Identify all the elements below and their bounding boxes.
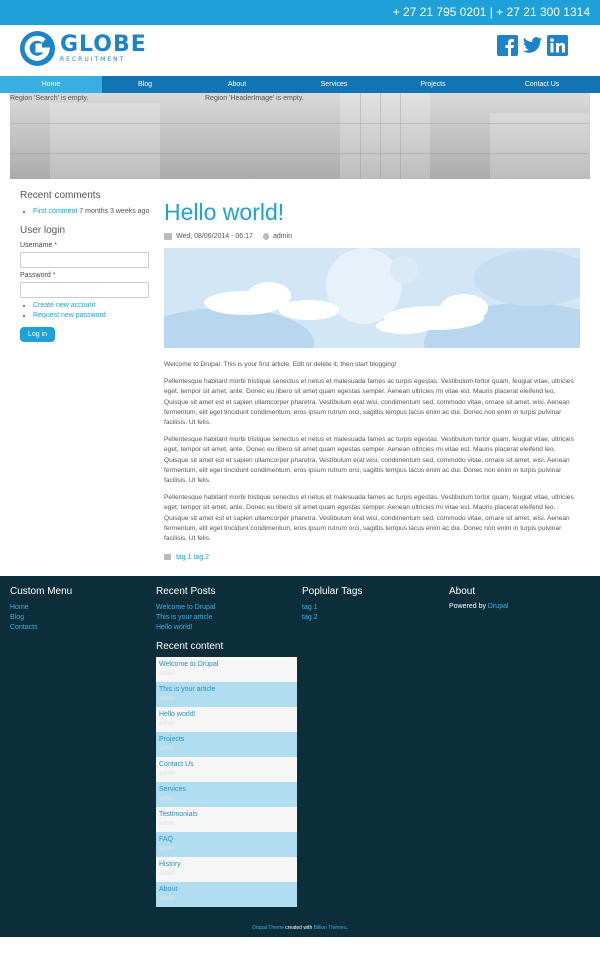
tag-link[interactable]: tag 1	[175, 554, 192, 562]
comment-link[interactable]: First comment	[33, 208, 78, 215]
list-item[interactable]: Welcome to Drupal admin	[156, 657, 297, 682]
list-item[interactable]: About admin	[156, 882, 297, 907]
recent-post-link[interactable]: Hello world!	[156, 624, 193, 631]
powered-by-text: Powered by	[449, 603, 486, 610]
credit-period: .	[346, 925, 348, 931]
user-icon	[263, 233, 269, 240]
login-links	[33, 301, 150, 321]
post-date: Wed, 08/06/2014 - 06:17	[176, 233, 253, 240]
post-paragraph-2: Pellentesque habitant morbi tristique senectus et netus et malesuada fames ac turpis egestas. Vestibulum tortor quam, feugiat vitae, ultricies eget, tempor sit amet, ante. Donec eu libero sit amet quam egestas semper. Aenean ultricies mi vitae est. Mauris placerat eleifend leo. Quisque sit amet est et sapien ullamcorper pharetra. Vestibulum erat wisi, condimentum sed, commodo vitae, ornare sit amet, wisi. Aenean fermentum, elit eget tincidunt condimentum, eros ipsum rutrum orci, sagittis tempus lacus enim ac dui. Donec non enim in turpis pulvinar facilisis. Ut felis.	[164, 436, 574, 485]
social-links	[497, 35, 568, 56]
tag-link[interactable]: tag 2	[193, 554, 210, 562]
linkedin-icon[interactable]	[547, 35, 568, 56]
header-image	[10, 93, 590, 179]
list-item[interactable]: FAQ admin	[156, 832, 297, 857]
list-item[interactable]: Projects admin	[156, 732, 297, 757]
list-item[interactable]: Testimonials admin	[156, 807, 297, 832]
phone-numbers: + 27 21 795 0201 | + 27 21 300 1314	[392, 5, 590, 19]
post-tags	[164, 554, 580, 561]
list-item	[33, 311, 150, 321]
list-item[interactable]: History admin	[156, 857, 297, 882]
drupal-theme-link[interactable]: Drupal Theme	[252, 925, 284, 931]
post-image	[164, 248, 580, 348]
header-image-region-message: Region 'HeaderImage' is empty.	[205, 95, 304, 102]
footer-custom-menu	[10, 586, 72, 633]
billion-themes-link[interactable]: Billion Themes	[313, 925, 347, 931]
nav-item-blog[interactable]: Blog	[137, 81, 152, 88]
credit-text: created with	[285, 925, 313, 931]
twitter-icon[interactable]	[522, 35, 543, 56]
username-label: Username *	[20, 242, 57, 249]
recent-comments-list	[33, 207, 150, 217]
footer-about	[449, 586, 509, 610]
recent-post-link[interactable]: This is your article	[156, 614, 213, 621]
nav-item-home[interactable]: Home	[0, 76, 102, 93]
post-paragraph-1: Pellentesque habitant morbi tristique senectus et netus et malesuada fames ac turpis egestas. Vestibulum tortor quam, feugiat vitae, ultricies eget, tempor sit amet, ante. Donec eu libero sit amet quam egestas semper. Aenean ultricies mi vitae est. Mauris placerat eleifend leo. Quisque sit amet est et sapien ullamcorper pharetra. Vestibulum erat wisi, condimentum sed, commodo vitae, ornare sit amet, wisi. Aenean fermentum, elit eget tincidunt condimentum, eros ipsum rutrum orci, sagittis tempus lacus enim ac dui. Donec non enim in turpis pulvinar facilisis. Ut felis.	[164, 378, 574, 427]
footer-link-contacts[interactable]: Contacts	[10, 624, 38, 631]
custom-menu-title: Custom Menu	[10, 586, 73, 597]
footer-popular-tags	[302, 586, 362, 623]
list-item[interactable]: Services admin	[156, 782, 297, 807]
comment-age: 7 months 3 weeks ago	[79, 208, 150, 215]
nav-item-projects[interactable]: Projects	[420, 81, 446, 88]
tag-link[interactable]: tag 1	[302, 604, 318, 611]
calendar-icon	[164, 233, 172, 240]
popular-tags-title: Poplular Tags	[302, 586, 363, 597]
login-button[interactable]: Log in	[20, 327, 55, 342]
footer-credit	[0, 925, 600, 931]
recent-comments-title: Recent comments	[20, 190, 101, 201]
recent-post-link[interactable]: Welcome to Drupal	[156, 604, 216, 611]
post-meta	[164, 233, 580, 240]
site-footer	[0, 576, 600, 937]
site-header	[0, 25, 600, 76]
password-label: Password *	[20, 272, 56, 279]
main-content	[164, 199, 580, 561]
list-item[interactable]: Hello world! admin	[156, 707, 297, 732]
nav-item-services[interactable]: Services	[320, 81, 348, 88]
search-region-message: Region 'Search' is empty.	[10, 95, 89, 102]
recent-content-title: Recent content	[156, 641, 224, 652]
sidebar	[20, 190, 150, 342]
request-password-link[interactable]: Request new password	[33, 312, 106, 319]
facebook-icon[interactable]	[497, 35, 518, 56]
site-logo[interactable]	[20, 31, 147, 66]
user-login-title: User login	[20, 225, 66, 236]
password-field[interactable]	[20, 282, 149, 298]
list-item	[33, 207, 150, 217]
recent-posts-title: Recent Posts	[156, 586, 216, 597]
post-paragraph-3: Pellentesque habitant morbi tristique senectus et netus et malesuada fames ac turpis egestas. Vestibulum tortor quam, feugiat vitae, ultricies eget, tempor sit amet, ante. Donec eu libero sit amet quam egestas semper. Aenean ultricies mi vitae est. Mauris placerat eleifend leo. Quisque sit amet est et sapien ullamcorper pharetra. Vestibulum erat wisi, condimentum sed, commodo vitae, ornare sit amet, wisi. Aenean fermentum, elit eget tincidunt condimentum, eros ipsum rutrum orci, sagittis tempus lacus enim ac dui. Donec non enim in turpis pulvinar facilisis. Ut felis.	[164, 494, 574, 543]
post-intro: Welcome to Drupal. This is your first article. Edit or delete it, then start blogging!	[164, 361, 397, 368]
globe-logo-icon	[20, 31, 55, 66]
drupal-link[interactable]: Drupal	[487, 603, 509, 610]
main-nav	[0, 76, 600, 93]
footer-recent-posts	[156, 586, 297, 907]
nav-item-about[interactable]: About	[227, 81, 247, 88]
top-bar	[0, 0, 600, 25]
username-field[interactable]	[20, 252, 149, 268]
footer-link-home[interactable]: Home	[10, 604, 29, 611]
post-title[interactable]: Hello world!	[164, 199, 285, 225]
recent-content-list	[156, 657, 297, 907]
list-item	[33, 301, 150, 311]
tag-link[interactable]: tag 2	[302, 614, 318, 621]
list-item[interactable]: Contact Us admin	[156, 757, 297, 782]
list-item[interactable]: This is your article admin	[156, 682, 297, 707]
post-author: admin	[272, 233, 293, 240]
logo-name: GLOBE	[60, 32, 147, 57]
footer-link-blog[interactable]: Blog	[10, 614, 25, 621]
nav-item-contact-us[interactable]: Contact Us	[524, 81, 560, 88]
tag-icon	[164, 554, 171, 560]
about-title: About	[449, 586, 476, 597]
create-account-link[interactable]: Create new account	[33, 302, 96, 309]
logo-subtitle: RECRUITMENT	[60, 56, 126, 63]
